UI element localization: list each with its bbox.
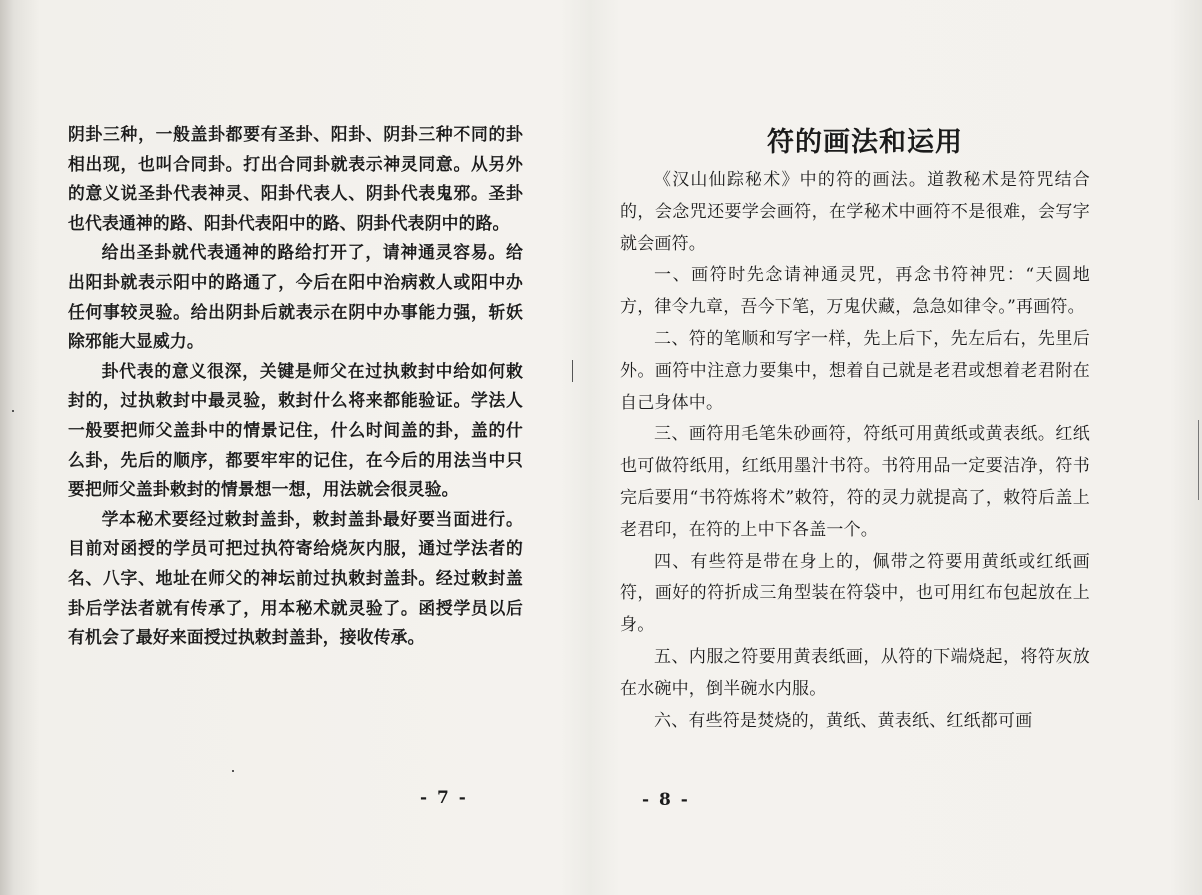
- left-page: [0, 0, 590, 895]
- left-paragraph-4: 学本秘术要经过敕封盖卦，敕封盖卦最好要当面进行。目前对函授的学员可把过执符寄给烧灰内服，通过学法者的名、八字、地址在师父的神坛前过执敕封盖卦。经过敕封盖卦后学法者就有传承了，用本秘术就灵验了。函授学员以后有机会了最好来面授过执敕封盖卦，接收传承。: [68, 508, 523, 648]
- scan-speck: [12, 410, 14, 412]
- right-paragraph-7: 六、有些符是焚烧的，黄纸、黄表纸、红纸都可画: [654, 710, 1033, 731]
- section-title: 符的画法和运用: [767, 127, 963, 158]
- right-paragraph-5: 四、有些符是带在身上的，佩带之符要用黄纸或红纸画符，画好的符折成三角型装在符袋中，也可用红布包起放在上身。: [620, 551, 1090, 636]
- right-page-body: [620, 165, 1090, 737]
- scan-speck: [572, 360, 573, 382]
- left-paragraph-1: 阴卦三种，一般盖卦都要有圣卦、阳卦、阴卦三种不同的卦相出现，也叫合同卦。打出合同卦就表示神灵同意。从另外的意义说圣卦代表神灵、阳卦代表人、阴卦代表鬼邪。圣卦也代表通神的路、阳卦代表阳中的路、阴卦代表阴中的路。: [68, 124, 523, 233]
- right-paragraph-6: 五、内服之符要用黄表纸画，从符的下端烧起，将符灰放在水碗中，倒半碗水内服。: [620, 646, 1090, 699]
- right-paragraph-2: 一、画符时先念请神通灵咒，再念书符神咒：“天圆地方，律令九章，吾今下笔，万鬼伏藏，急急如律令。”再画符。: [620, 265, 1090, 318]
- left-paragraph-3: 卦代表的意义很深，关键是师父在过执敕封中给如何敕封的，过执敕封中最灵验，敕封什么将来都能验证。学法人一般要把师父盖卦中的情景记住，什么时间盖的卦，盖的什么卦，先后的顺序，都要牢牢的记住，在今后的用法当中只要把师父盖卦敕封的情景想一想，用法就会很灵验。: [68, 360, 523, 500]
- right-page-number: - 8 -: [642, 790, 690, 810]
- left-paragraph-2: 给出圣卦就代表通神的路给打开了，请神通灵容易。给出阳卦就表示阳中的路通了，今后在阳中治病救人或阳中办任何事较灵验。给出阴卦后就表示在阴中办事能力强，斩妖除邪能大显威力。: [68, 242, 523, 352]
- right-page: [590, 0, 1202, 895]
- scan-speck: [1198, 420, 1199, 500]
- right-paragraph-1: 《汉山仙踪秘术》中的符的画法。道教秘术是符咒结合的，会念咒还要学会画符，在学秘术中画符不是很难，会写字就会画符。: [620, 170, 1090, 254]
- left-page-body: [68, 120, 523, 653]
- right-paragraph-4: 三、画符用毛笔朱砂画符，符纸可用黄纸或黄表纸。红纸也可做符纸用，红纸用墨汁书符。书符用品一定要洁净，符书完后要用“书符炼将术”敕符，符的灵力就提高了，敕符后盖上老君印，在符的上中下各盖一个。: [620, 424, 1090, 540]
- scan-speck: [232, 770, 234, 772]
- right-paragraph-3: 二、符的笔顺和写字一样，先上后下，先左后右，先里后外。画符中注意力要集中，想着自己就是老君或想着老君附在自己身体中。: [620, 328, 1090, 413]
- left-page-number: - 7 -: [420, 788, 468, 808]
